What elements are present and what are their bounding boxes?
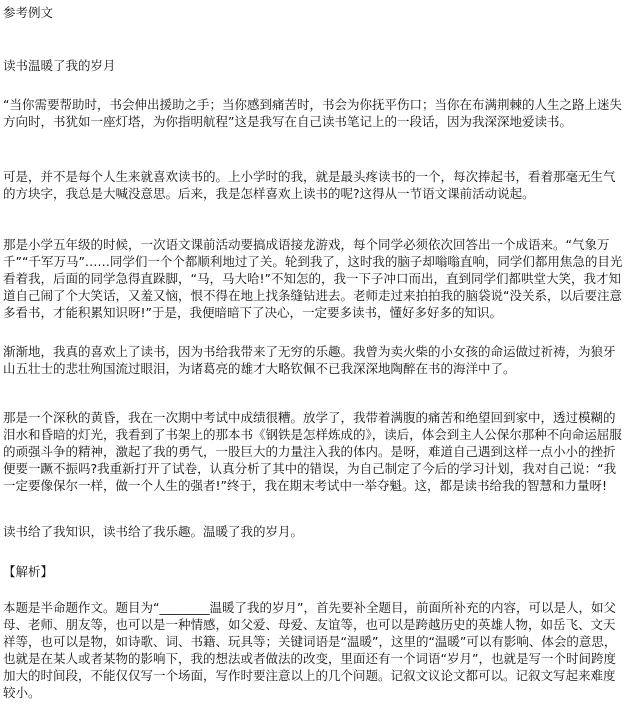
analysis-label: 【解析】: [3, 564, 54, 579]
analysis-text: 本题是半命题作文。题目为“________温暖了我的岁月”，首先要补全题目，前面所补充的内容，可以是人，如父母、老师、朋友等，也可以是一种情感，如父爱、母爱、友谊等，也可以是跨越历史的英雄人物，如岳飞、文天祥等，也可以是物，如诗歌、词、书籍、玩具等；关键词语是“温暖”，这里的“温暖”可以有影响、体会的意思，也就是在某人或者某物的影响下，我的想法或者做法的改变，里面还有一个词语“岁月”，也就是写一个时间跨度加大的时间段，不能仅仅写一个场面，写作时要注意以上的几个问题。记叙文议论文都可以。记叙文写起来难度较小。: [3, 600, 617, 700]
essay-conclusion: 读书给了我知识，读书给了我乐趣。温暖了我的岁月。: [3, 524, 304, 539]
essay-paragraph-4: 渐渐地，我真的喜欢上了读书，因为书给我带来了无穷的乐趣。我曾为卖火柴的小女孩的命运做过祈祷，为狼牙山五壮士的悲壮殉国流过眼泪，为诸葛亮的雄才大略钦佩不已我深深地陶醉在书的海洋中了。: [3, 344, 616, 376]
essay-paragraph-3: 那是小学五年级的时候，一次语文课前活动要搞成语接龙游戏，每个同学必须依次回答出一个成语来。“气象万千”“千军万马”……同学们一个个都顺利地过了关。轮到我了，这时我的脑子却嗡嗡直响，同学们都用焦急的目光看着我，后面的同学急得直跺脚，“马，马大哈!”不知怎的，我一下子冲口而出，直到同学们都哄堂大笑，我才知道自己闹了个大笑话，又羞又恼，恨不得在地上找条缝钻进去。老师走过来拍拍我的脑袋说“没关系，以后要注意多看书，才能积累知识呀!”于是，我便暗暗下了决心，一定要多读书，懂好多好多的知识。: [3, 237, 623, 320]
essay-title: 读书温暖了我的岁月: [3, 58, 116, 73]
section-label: 参考例文: [3, 5, 54, 20]
essay-paragraph-5: 那是一个深秋的黄昏，我在一次期中考试中成绩很糟。放学了，我带着满腹的痛苦和绝望回到家中，透过模糊的泪水和昏暗的灯光，我看到了书架上的那本书《钢铁是怎样炼成的》，读后，体会到主人公保尔那种不向命运屈服的顽强斗争的精神，激起了我的勇气，一股巨大的力量注入我的体内。是呀，难道自己遇到这样一点小小的挫折便要一蹶不振吗?我重新打开了试卷，认真分析了其中的错误，为自己制定了今后的学习计划，我对自己说：“我一定要像保尔一样，做一个人生的强者!”终于，我在期末考试中一举夺魁。这，都是读书给我的智慧和力量呀!: [3, 410, 622, 493]
essay-paragraph-1: “当你需要帮助时，书会伸出援助之手；当你感到痛苦时，书会为你抚平伤口；当你在布满荆棘的人生之路上迷失方向时，书犹如一座灯塔，为你指明航程”这是我写在自己读书笔记上的一段话，因为我深深地爱读书。: [3, 97, 622, 129]
essay-paragraph-2: 可是，并不是每个人生来就喜欢读书的。上小学时的我，就是最头疼读书的一个，每次捧起书，看着那毫无生气的方块字，我总是大喊没意思。后来，我是怎样喜欢上读书的呢?这得从一节语文课前活动说起。: [3, 169, 616, 201]
